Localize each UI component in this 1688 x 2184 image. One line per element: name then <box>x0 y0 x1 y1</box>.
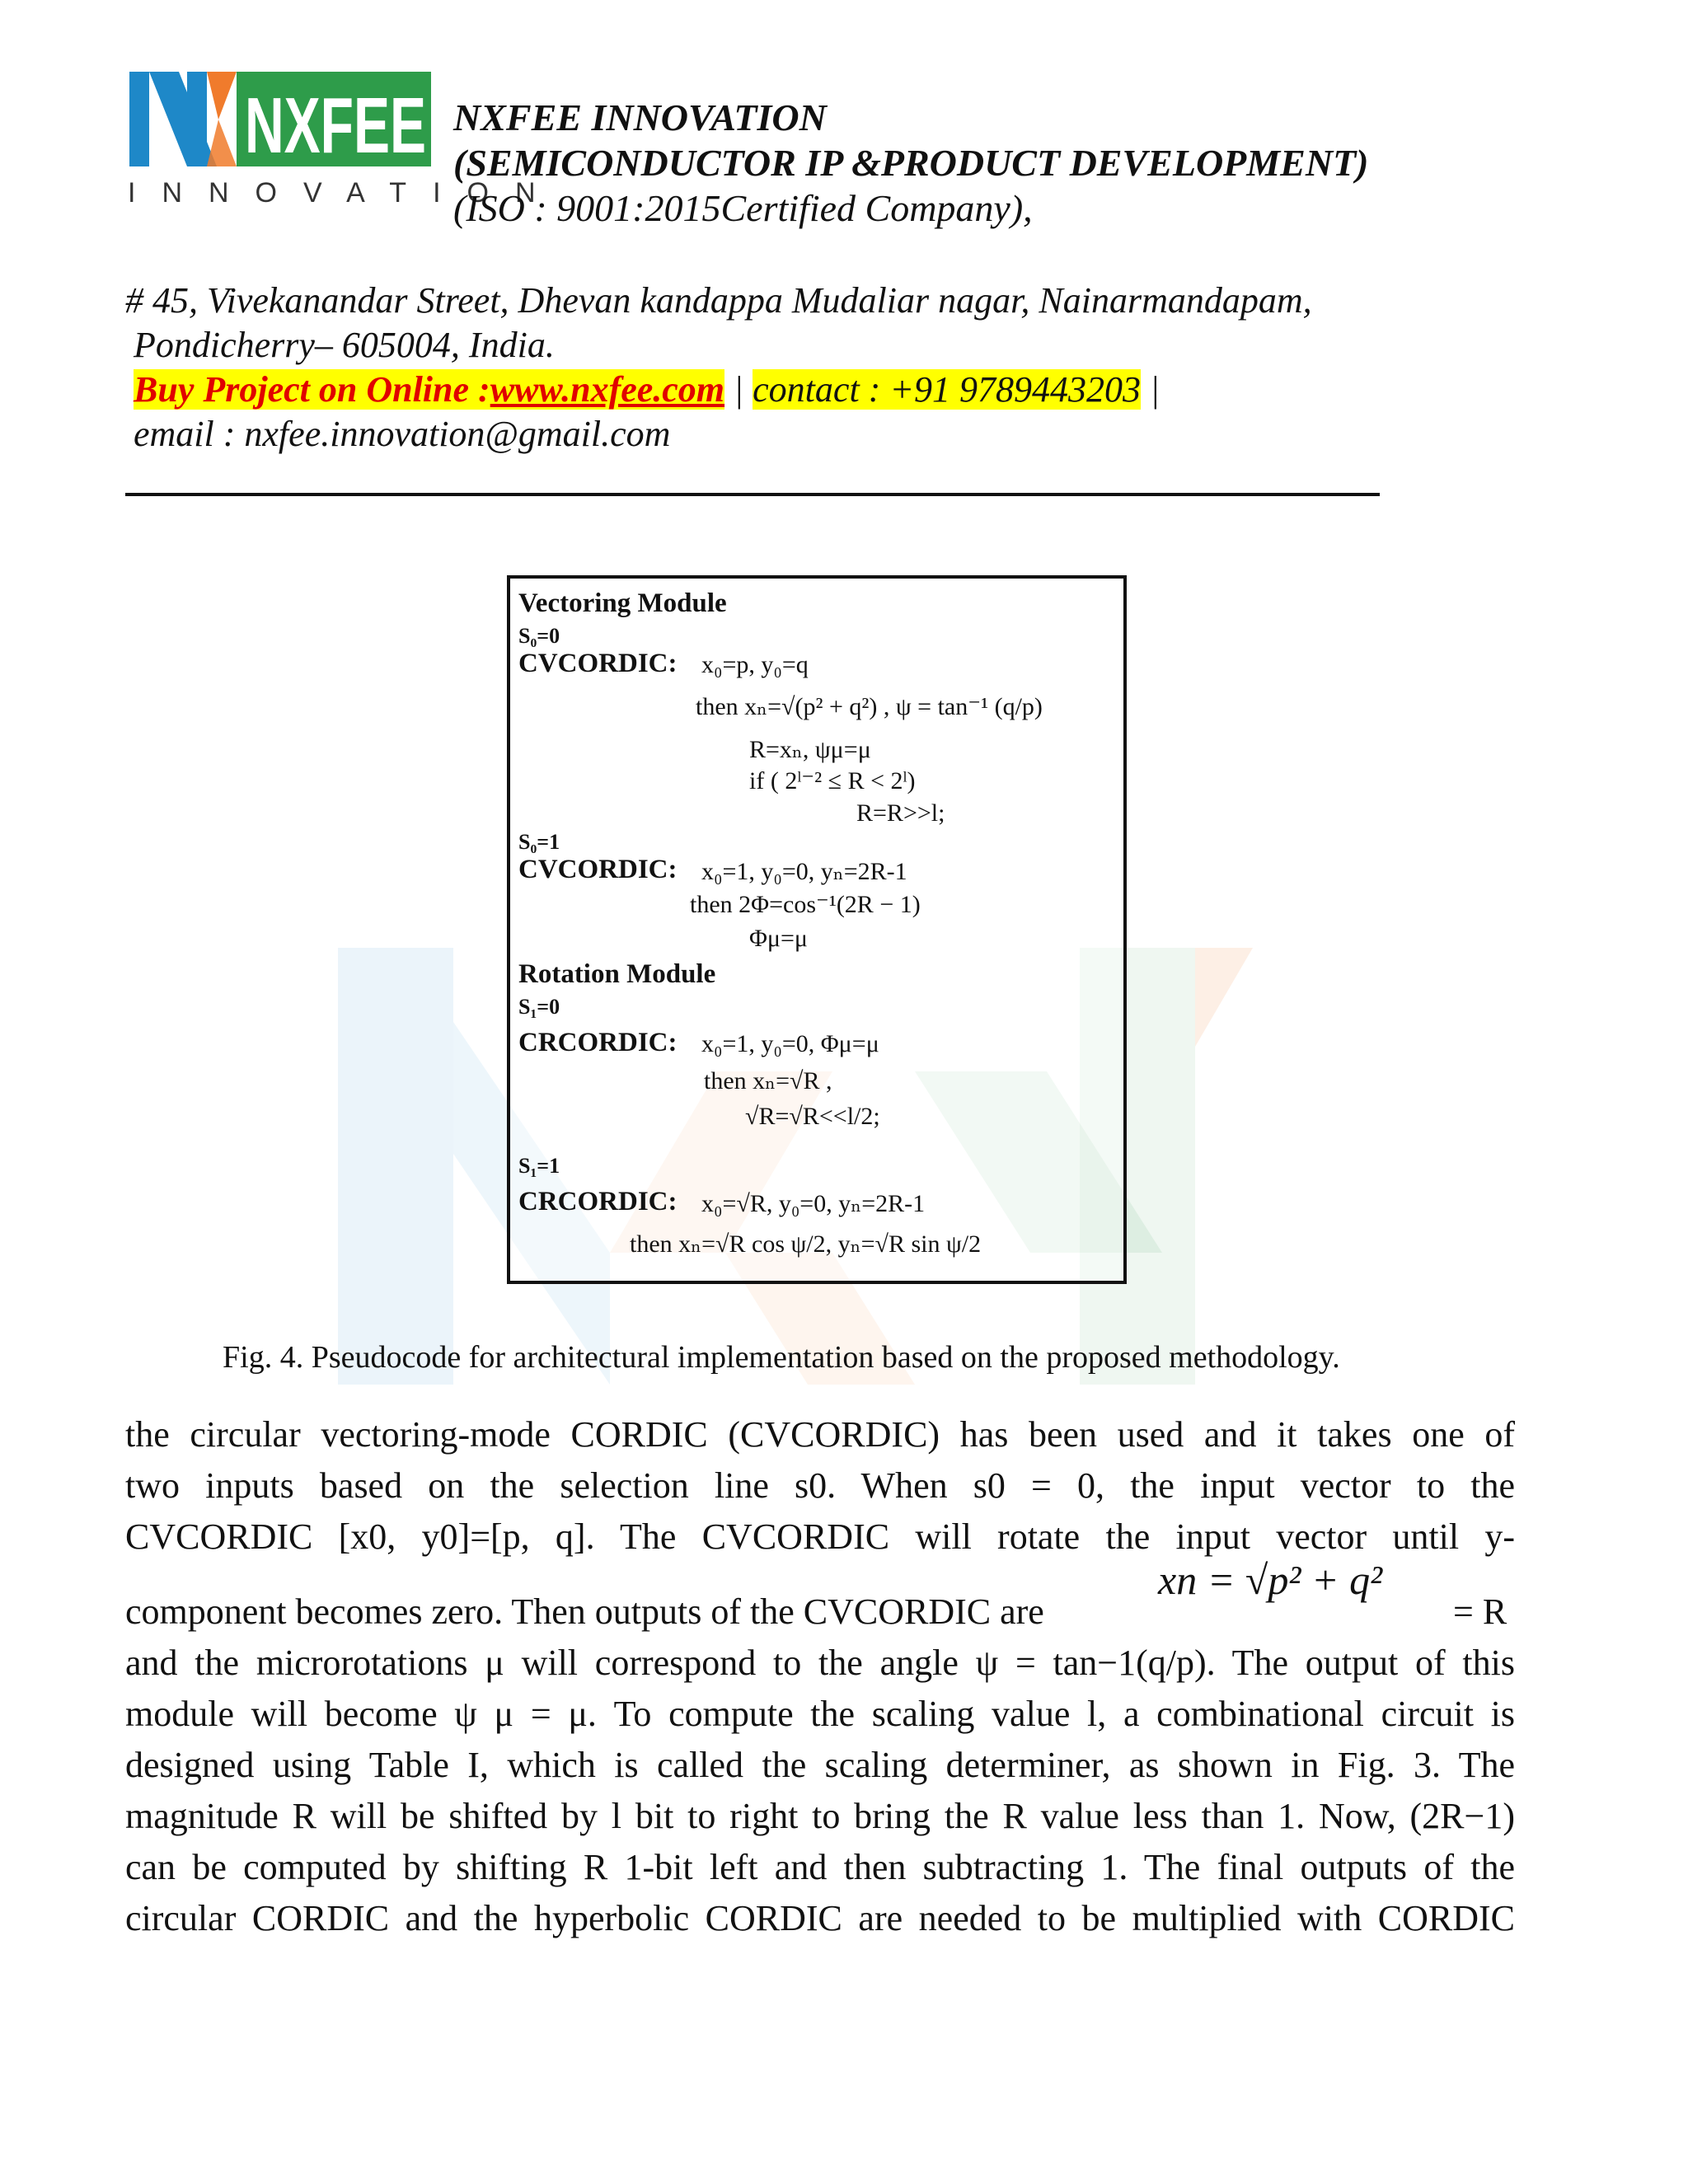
logo-text: NXFEE <box>245 82 426 170</box>
company-certification: (ISO : 9001:2015Certified Company), <box>453 187 1033 229</box>
pseudocode-figure <box>507 575 1127 1284</box>
body-line: designed using Table I, which is called the scaling determiner, as shown in Fig. 3. The <box>125 1745 1515 1785</box>
logo-tagline-text: INNOVATION <box>128 177 562 209</box>
figure-caption: Fig. 4. Pseudocode for architectural implementation based on the proposed methodology. <box>223 1340 1340 1375</box>
contact-phone: contact : +91 9789443203 <box>753 369 1142 410</box>
logo-tagline <box>128 177 562 209</box>
figure-line: x₀=√R, y₀=0, yₙ=2R-1 <box>701 1190 926 1217</box>
figure-line: then xₙ=√R cos ψ/2, yₙ=√R sin ψ/2 <box>630 1230 982 1258</box>
figure-cvcordic-label: CVCORDIC: <box>518 855 678 884</box>
figure-line: √R=√R<<l/2; <box>745 1103 880 1130</box>
header-divider <box>125 493 1380 496</box>
body-line: the circular vectoring-mode CORDIC (CVCORDIC) has been used and it takes one of <box>125 1414 1515 1455</box>
body-line: can be computed by shifting R 1-bit left and then subtracting 1. The final outputs of the <box>125 1847 1515 1887</box>
figure-cvcordic-label: CVCORDIC: <box>518 649 678 678</box>
separator: | <box>1150 369 1160 410</box>
figure-line: then xₙ=√R , <box>704 1067 832 1094</box>
figure-line: x₀=p, y₀=q <box>701 651 809 678</box>
company-name: NXFEE INNOVATION <box>453 96 827 138</box>
buy-label: Buy Project on Online : <box>134 369 490 410</box>
separator: | <box>734 369 744 410</box>
figure-line: x₀=1, y₀=0, Φμ=μ <box>701 1030 879 1057</box>
body-line: circular CORDIC and the hyperbolic CORDIC are needed to be multiplied with CORDIC <box>125 1898 1515 1938</box>
figure-crcordic-label: CRCORDIC: <box>518 1028 678 1057</box>
address-block <box>125 279 1312 457</box>
contact-line <box>125 368 1312 412</box>
figure-select-s0-0: S₀=0 <box>518 624 560 648</box>
body-line: module will become ψ μ = μ. To compute the scaling value l, a combinational circuit is <box>125 1694 1515 1734</box>
body-line: two inputs based on the selection line s0. When s0 = 0, the input vector to the <box>125 1465 1515 1506</box>
figure-line: then xₙ=√(p² + q²) , ψ = tan⁻¹ (q/p) <box>696 693 1043 720</box>
figure-line: x₀=1, y₀=0, yₙ=2R-1 <box>701 858 907 885</box>
figure-select-s1-1: S₁=1 <box>518 1154 560 1178</box>
email-line: email : nxfee.innovation@gmail.com <box>134 414 671 454</box>
figure-line: Φμ=μ <box>749 925 809 952</box>
company-division: (SEMICONDUCTOR IP &PRODUCT DEVELOPMENT) <box>453 142 1369 184</box>
body-line: = R <box>1453 1591 1507 1632</box>
body-line: component becomes zero. Then outputs of the CVCORDIC are <box>125 1591 1044 1632</box>
address-line-2: Pondicherry– 605004, India. <box>134 325 555 365</box>
figure-line: R=R>>l; <box>856 799 945 827</box>
body-line: magnitude R will be shifted by l bit to right to bring the R value less than 1. Now, (2R−1) <box>125 1796 1515 1836</box>
body-line: CVCORDIC [x0, y0]=[p, q]. The CVCORDIC will rotate the input vector until y- <box>125 1516 1515 1557</box>
company-header <box>453 95 1369 231</box>
figure-select-s0-1: S₀=1 <box>518 830 560 854</box>
website-link[interactable]: www.nxfee.com <box>490 369 725 410</box>
figure-crcordic-label: CRCORDIC: <box>518 1187 678 1216</box>
figure-select-s1-0: S₁=0 <box>518 995 560 1019</box>
figure-heading-rotation: Rotation Module <box>518 959 716 989</box>
figure-line: then 2Φ=cos⁻¹(2R − 1) <box>690 891 921 918</box>
magnitude-formula: xn = √p² + q² <box>1158 1557 1383 1603</box>
figure-heading-vectoring: Vectoring Module <box>518 588 727 618</box>
figure-line: R=xₙ, ψμ=μ <box>749 736 871 763</box>
address-line-1: # 45, Vivekanandar Street, Dhevan kandappa Mudaliar nagar, Nainarmandapam, <box>125 280 1312 321</box>
body-line: and the microrotations μ will correspond to the angle ψ = tan−1(q/p). The output of this <box>125 1643 1515 1683</box>
figure-line: if ( 2ˡ⁻² ≤ R < 2ˡ) <box>749 767 916 794</box>
